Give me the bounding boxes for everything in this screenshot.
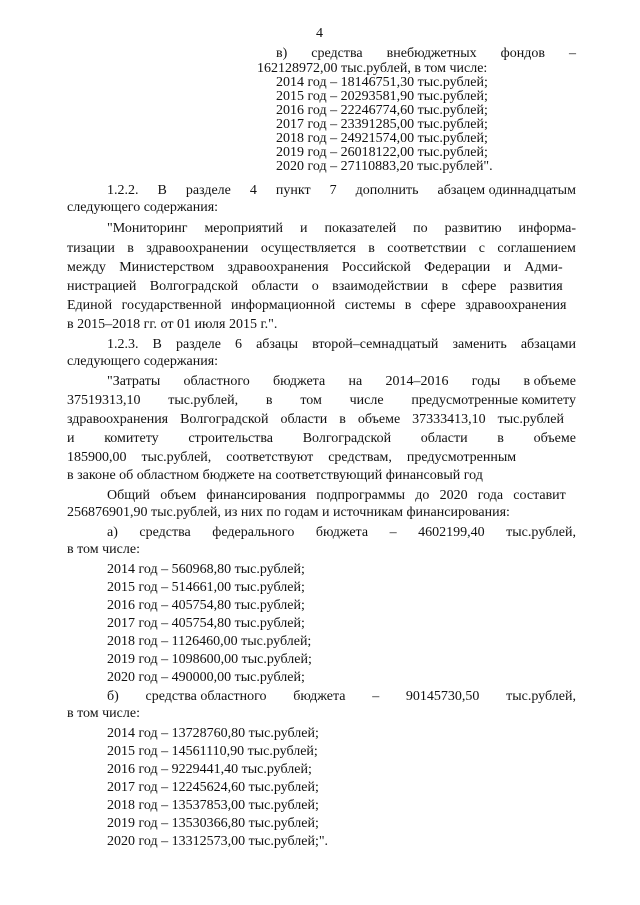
list-item: 2015 год – 514661,00 тыс.рублей; bbox=[107, 580, 305, 595]
list-item: 2016 год – 22246774,60 тыс.рублей; bbox=[276, 103, 488, 118]
line-word: средства областного bbox=[145, 689, 267, 704]
list-item: 2018 год – 24921574,00 тыс.рублей; bbox=[276, 131, 488, 146]
line-word: тизации bbox=[67, 241, 115, 256]
line-word: в bbox=[404, 298, 412, 313]
line-word: показателей bbox=[324, 221, 397, 236]
line-word: абзацами bbox=[520, 337, 576, 352]
line-word: Общий bbox=[107, 488, 150, 503]
list-item: 2018 год – 1126460,00 тыс.рублей; bbox=[107, 634, 312, 649]
line-word: и bbox=[503, 260, 512, 275]
list-item: 2020 год – 490000,00 тыс.рублей; bbox=[107, 670, 305, 685]
line-word: о bbox=[311, 279, 319, 294]
line-word: в bbox=[441, 279, 449, 294]
line-word: 37519313,10 bbox=[67, 393, 141, 408]
list-item: 2016 год – 9229441,40 тыс.рублей; bbox=[107, 762, 312, 777]
paragraph-line: в том числе: bbox=[67, 542, 140, 557]
line-word: до bbox=[415, 488, 430, 503]
line-word: здравоохранения bbox=[465, 298, 567, 313]
list-item: 2014 год – 560968,80 тыс.рублей; bbox=[107, 562, 305, 577]
line-word: года bbox=[477, 488, 504, 503]
line-word: предусмотренным bbox=[406, 450, 517, 465]
line-word: и bbox=[67, 431, 75, 446]
line-word: в bbox=[339, 412, 346, 427]
line-word: бюджета bbox=[272, 374, 326, 389]
line-word: мероприятий bbox=[204, 221, 284, 236]
list-item: 2015 год – 14561110,90 тыс.рублей; bbox=[107, 744, 318, 759]
line-word: области bbox=[251, 279, 299, 294]
line-word: "Затраты bbox=[107, 374, 161, 389]
line-word: в) bbox=[276, 46, 288, 61]
paragraph-line bbox=[67, 297, 576, 314]
line-word: тыс.рублей, bbox=[141, 450, 212, 465]
line-word: в bbox=[368, 241, 375, 256]
list-item: 2014 год – 18146751,30 тыс.рублей; bbox=[276, 75, 488, 90]
line-word: В bbox=[152, 337, 162, 352]
line-word: и bbox=[300, 221, 308, 236]
line-word: Федерации bbox=[424, 260, 491, 275]
line-word: тыс.рублей, bbox=[506, 525, 576, 540]
line-word: комитету bbox=[104, 431, 159, 446]
paragraph-line: 256876901,90 тыс.рублей, из них по годам и источникам финансирования: bbox=[67, 505, 510, 520]
line-word: федерального bbox=[212, 525, 295, 540]
line-word: нистрацией bbox=[67, 279, 137, 294]
line-word: Волгоградской bbox=[302, 431, 392, 446]
line-word: в bbox=[127, 241, 134, 256]
paragraph-line bbox=[107, 336, 576, 353]
line-word: пункт bbox=[275, 183, 311, 198]
line-word: соответствуют bbox=[226, 450, 314, 465]
list-item: 2020 год – 27110883,20 тыс.рублей". bbox=[276, 159, 493, 174]
line-word: информационной bbox=[230, 298, 336, 313]
line-word: соглашением bbox=[497, 241, 576, 256]
line-word: – bbox=[389, 525, 397, 540]
line-word: Адми- bbox=[524, 260, 563, 275]
list-item: 2020 год – 13312573,00 тыс.рублей;". bbox=[107, 834, 329, 849]
line-word: финансирования bbox=[206, 488, 307, 503]
line-word: фондов bbox=[500, 46, 545, 61]
paragraph-line: в законе об областном бюджете на соответствующий финансовый год bbox=[67, 468, 483, 483]
line-word: строительства bbox=[188, 431, 273, 446]
line-word: Волгоградской bbox=[180, 412, 269, 427]
paragraph-line: в 2015–2018 гг. от 01 июля 2015 г.". bbox=[67, 317, 278, 332]
line-word: 4602199,40 bbox=[418, 525, 485, 540]
line-word: средства bbox=[139, 525, 191, 540]
line-word: сфере bbox=[461, 279, 497, 294]
line-word: Российской bbox=[341, 260, 411, 275]
line-word: – bbox=[372, 689, 380, 704]
line-word: 2014–2016 bbox=[385, 374, 449, 389]
line-word: "Мониторинг bbox=[107, 221, 188, 236]
list-item: 2019 год – 26018122,00 тыс.рублей; bbox=[276, 145, 488, 160]
line-word: тыс.рублей bbox=[497, 412, 564, 427]
list-item: 2018 год – 13537853,00 тыс.рублей; bbox=[107, 798, 319, 813]
line-word: здравоохранении bbox=[146, 241, 249, 256]
line-word: по bbox=[413, 221, 428, 236]
line-word: 37333413,10 bbox=[412, 412, 486, 427]
line-word: осуществляется bbox=[260, 241, 356, 256]
line-word: взаимодействии bbox=[332, 279, 429, 294]
paragraph-line: 162128972,00 тыс.рублей, в том числе: bbox=[257, 61, 488, 76]
line-word: 7 bbox=[329, 183, 337, 198]
line-word: – bbox=[568, 46, 576, 61]
paragraph-line bbox=[107, 182, 576, 199]
line-word: соответствии bbox=[387, 241, 467, 256]
paragraph-line bbox=[107, 220, 576, 237]
line-word: сфере bbox=[420, 298, 456, 313]
line-word: системы bbox=[344, 298, 396, 313]
paragraph-line: следующего содержания: bbox=[67, 354, 219, 369]
line-word: разделе bbox=[175, 337, 221, 352]
line-word: 1.2.2. bbox=[107, 183, 139, 198]
paragraph-line bbox=[67, 278, 576, 295]
line-word: развития bbox=[509, 279, 563, 294]
paragraph-line bbox=[107, 688, 576, 705]
line-word: 4 bbox=[249, 183, 257, 198]
line-word: 90145730,50 bbox=[405, 689, 480, 704]
line-word: заменить bbox=[452, 337, 507, 352]
line-word: годы bbox=[471, 374, 501, 389]
line-word: абзацы bbox=[256, 337, 299, 352]
paragraph-line bbox=[107, 524, 576, 541]
line-word: в bbox=[265, 393, 273, 408]
line-word: объеме bbox=[533, 431, 576, 446]
list-item: 2017 год – 12245624,60 тыс.рублей; bbox=[107, 780, 319, 795]
line-word: разделе bbox=[185, 183, 231, 198]
line-word: б) bbox=[107, 689, 119, 704]
line-word: средствам, bbox=[328, 450, 392, 465]
line-word: дополнить bbox=[355, 183, 419, 198]
paragraph-line bbox=[107, 373, 576, 390]
line-word: здравоохранения bbox=[227, 260, 329, 275]
line-word: подпрограммы bbox=[316, 488, 406, 503]
line-word: области bbox=[420, 431, 468, 446]
line-word: на bbox=[348, 374, 363, 389]
line-word: в объеме bbox=[523, 374, 576, 389]
list-item: 2017 год – 405754,80 тыс.рублей; bbox=[107, 616, 305, 631]
line-word: 2020 bbox=[439, 488, 468, 503]
line-word: государственной bbox=[121, 298, 222, 313]
paragraph-line bbox=[67, 392, 576, 409]
list-item: 2017 год – 23391285,00 тыс.рублей; bbox=[276, 117, 488, 132]
line-word: числе bbox=[349, 393, 384, 408]
paragraph-line bbox=[67, 259, 576, 276]
paragraph-line: следующего содержания: bbox=[67, 200, 219, 215]
line-word: с bbox=[478, 241, 486, 256]
line-word: тыс.рублей, bbox=[168, 393, 239, 408]
line-word: 185900,00 bbox=[67, 450, 127, 465]
line-word: абзацем одиннадцатым bbox=[437, 183, 576, 198]
list-item: 2016 год – 405754,80 тыс.рублей; bbox=[107, 598, 305, 613]
paragraph-line bbox=[67, 449, 576, 466]
line-word: Волгоградской bbox=[149, 279, 239, 294]
line-word: тыс.рублей, bbox=[506, 689, 576, 704]
line-word: 1.2.3. bbox=[107, 337, 139, 352]
line-word: том bbox=[300, 393, 322, 408]
paragraph-line bbox=[107, 487, 576, 504]
line-word: 6 bbox=[235, 337, 243, 352]
line-word: В bbox=[157, 183, 167, 198]
line-word: информа- bbox=[518, 221, 576, 236]
line-word: объем bbox=[160, 488, 197, 503]
paragraph-line: в том числе: bbox=[67, 706, 140, 721]
line-word: внебюджетных bbox=[386, 46, 477, 61]
paragraph-line bbox=[67, 430, 576, 447]
line-word: средства bbox=[311, 46, 363, 61]
list-item: 2015 год – 20293581,90 тыс.рублей; bbox=[276, 89, 488, 104]
line-word: объеме bbox=[357, 412, 401, 427]
line-word: области bbox=[280, 412, 328, 427]
paragraph-line bbox=[67, 411, 576, 428]
page-number: 4 bbox=[316, 26, 323, 41]
line-word: развитию bbox=[444, 221, 502, 236]
line-word: областного bbox=[183, 374, 250, 389]
line-word: бюджета bbox=[293, 689, 346, 704]
line-word: составит bbox=[513, 488, 566, 503]
list-item: 2014 год – 13728760,80 тыс.рублей; bbox=[107, 726, 319, 741]
line-word: между bbox=[67, 260, 106, 275]
list-item: 2019 год – 13530366,80 тыс.рублей; bbox=[107, 816, 319, 831]
line-word: предусмотренные комитету bbox=[411, 393, 576, 408]
paragraph-line bbox=[67, 240, 576, 257]
line-word: второй–семнадцатый bbox=[312, 337, 439, 352]
line-word: Единой bbox=[67, 298, 113, 313]
line-word: бюджета bbox=[315, 525, 369, 540]
line-word: здравоохранения bbox=[67, 412, 169, 427]
line-word: а) bbox=[107, 525, 118, 540]
line-word: Министерством bbox=[119, 260, 215, 275]
list-item: 2019 год – 1098600,00 тыс.рублей; bbox=[107, 652, 312, 667]
line-word: в bbox=[497, 431, 504, 446]
